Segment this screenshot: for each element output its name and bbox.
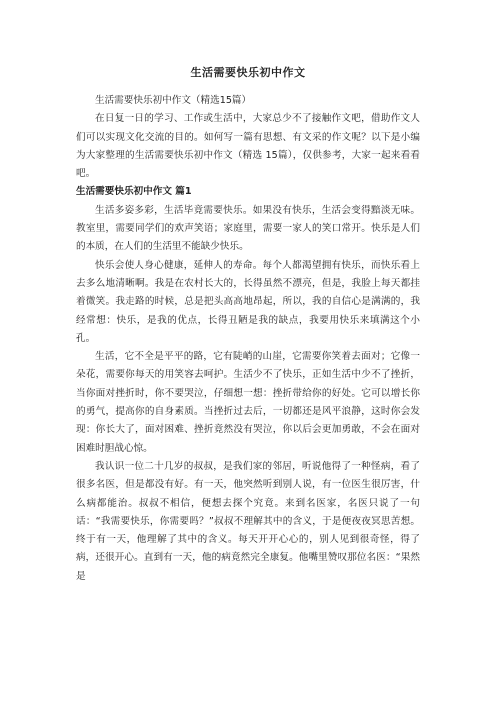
- section-heading: 生活需要快乐初中作文 篇1: [76, 186, 192, 198]
- body-paragraph: 生活多姿多彩，生活毕竟需要快乐。如果没有快乐，生活会变得黯淡无味。教室里，需要同学们的欢声笑语；家庭里，需要一家人的笑口常开。快乐是人们的本质，在人们的生活里不能缺少快乐。: [76, 204, 420, 253]
- intro-paragraph: 生活需要快乐初中作文（精选15篇）: [95, 95, 252, 106]
- document-title: 生活需要快乐初中作文: [190, 66, 306, 79]
- body-paragraph: 我认识一位二十几岁的叔叔，是我们家的邻居，听说他得了一种怪病，看了很多名医，但是都没有好。有一天，他突然听到别人说，有一位医生很厉害，什么病都能治。叔叔不相信，便想去探个究竟。来到名医家，名医只说了一句话：“我需要快乐，你需要吗？”叔叔不理解其中的含义，于是便夜夜冥思苦想。终于有一天，他理解了其中的含义。每天开开心心的，别人见到很奇怪，得了病，还很开心。直到有一天，他的病竟然完全康复。他嘴里赞叹那位名医：“果然是: [76, 460, 420, 582]
- body-paragraph: 生活，它不全是平平的路，它有陡峭的山崖，它需要你笑着去面对；它像一朵花，需要你每天的用笑容去呵护。生活少不了快乐，正如生活中少不了挫折，当你面对挫折时，你不要哭泣，仔细想一想：挫折带给你的好处。它可以增长你的勇气，提高你的自身素质。当挫折过去后，一切都还是风平浪静，这时你会发现：你长大了，面对困难、挫折竟然没有哭泣，你以后会更加勇敢，不会在面对困难时胆战心惊。: [76, 351, 420, 454]
- body-paragraph: 快乐会使人身心健康，延伸人的寿命。每个人都渴望拥有快乐，而快乐看上去多么地清晰啊。我是在农村长大的，长得虽然不漂亮，但是，我脸上每天都挂着微笑。我走路的时候，总是把头高高地昂起，所以，我的自信心是满满的，我经常想：快乐，是我的优点，长得丑陋是我的缺点，我要用快乐来填满这个小孔。: [76, 259, 420, 344]
- intro-paragraph: 在日复一日的学习、工作或生活中，大家总少不了接触作文吧，借助作文人们可以实现文化交流的目的。如何写一篇有思想、有文采的作文呢？以下是小编为大家整理的生活需要快乐初中作文（精选 15篇），仅供参考，大家一起来看看吧。: [76, 113, 420, 180]
